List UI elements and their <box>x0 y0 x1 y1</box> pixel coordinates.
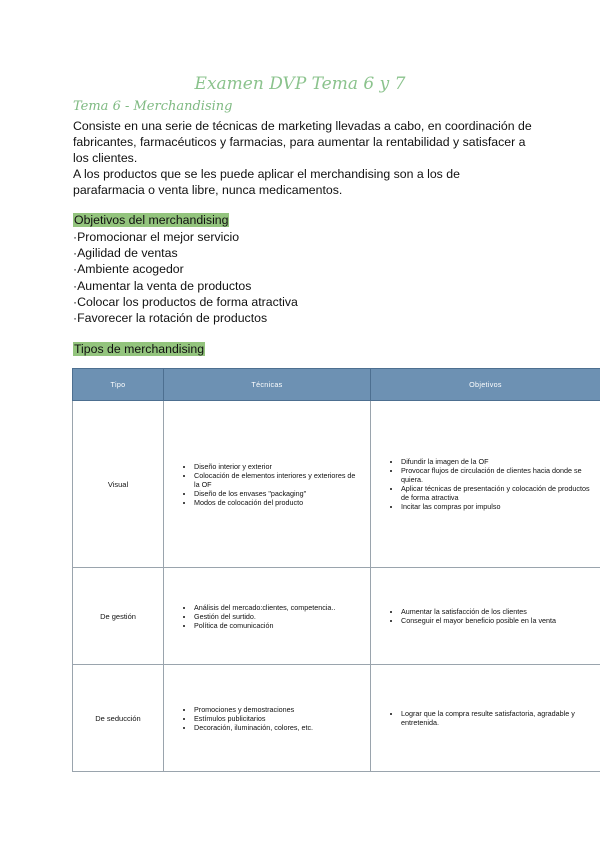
list-item: ·Favorecer la rotación de productos <box>73 311 268 326</box>
row-type: Visual <box>73 401 164 568</box>
row-objectives <box>371 568 600 665</box>
list-item: • Provocar flujos de circulación de clientes hacia donde se quiera. <box>401 466 600 484</box>
list-item: ·Ambiente acogedor <box>73 262 184 277</box>
list-item: ·Agilidad de ventas <box>73 246 178 261</box>
list-item: • Lograr que la compra resulte satisfactoria, agradable y entretenida. <box>401 709 600 727</box>
table-row <box>73 401 600 568</box>
row-objectives <box>371 401 600 568</box>
section-subtitle: Tema 6 - Merchandising <box>73 99 233 114</box>
row-techniques <box>164 401 371 568</box>
table-row <box>73 568 600 665</box>
header-tipo: Tipo <box>73 369 164 401</box>
types-heading-text: Tipos de merchandising <box>74 342 205 356</box>
table-header-row <box>73 369 600 401</box>
list-item: • Aplicar técnicas de presentación y colocación de productos de forma atractiva <box>401 484 600 502</box>
row-techniques <box>164 568 371 665</box>
row-objectives <box>371 665 600 772</box>
list-item: ·Colocar los productos de forma atractiva <box>73 294 298 309</box>
list-item: ·Aumentar la venta de productos <box>73 278 252 293</box>
document-title: Examen DVP Tema 6 y 7 <box>194 74 406 94</box>
list-item: • Estímulos publicitarios <box>194 714 370 723</box>
list-item: • Promociones y demostraciones <box>194 705 370 714</box>
row-type: De seducción <box>73 665 164 772</box>
list-item: • Política de comunicación <box>194 621 370 630</box>
table-row <box>73 665 600 772</box>
row-type: De gestión <box>73 568 164 665</box>
list-item: • Diseño de los envases "packaging" <box>194 489 370 498</box>
types-heading <box>73 342 205 356</box>
header-tecnicas: Técnicas <box>164 369 371 401</box>
header-objetivos: Objetivos <box>371 369 600 401</box>
list-item: ·Promocionar el mejor servicio <box>73 230 240 244</box>
list-item: • Conseguir el mayor beneficio posible en la venta <box>401 616 600 625</box>
list-item: • Decoración, iluminación, colores, etc. <box>194 723 370 732</box>
intro-paragraph: Consiste en una serie de técnicas de marketing llevadas a cabo, en coordinación de fabricantes, farmacéuticos y farmacias, para aumentar la rentabilidad y satisfacer a los clientes. <box>73 119 532 165</box>
row-techniques <box>164 665 371 772</box>
list-item: • Modos de colocación del producto <box>194 498 370 507</box>
products-paragraph: A los productos que se les puede aplicar el merchandising son a los de parafarmacia o venta libre, nunca medicamentos. <box>73 167 460 197</box>
list-item: • Incitar las compras por impulso <box>401 502 600 511</box>
list-item: • Análisis del mercado:clientes, competencia.. <box>194 603 370 612</box>
merchandising-types-table <box>72 368 600 772</box>
objectives-list <box>73 229 298 326</box>
list-item: • Colocación de elementos interiores y exteriores de la OF <box>194 471 370 489</box>
list-item: • Aumentar la satisfacción de los clientes <box>401 607 600 616</box>
list-item: • Diseño interior y exterior <box>194 462 370 471</box>
list-item: • Difundir la imagen de la OF <box>401 457 600 466</box>
objectives-heading <box>73 213 229 227</box>
objectives-heading-text: Objetivos del merchandising <box>74 213 229 227</box>
list-item: • Gestión del surtido. <box>194 612 370 621</box>
